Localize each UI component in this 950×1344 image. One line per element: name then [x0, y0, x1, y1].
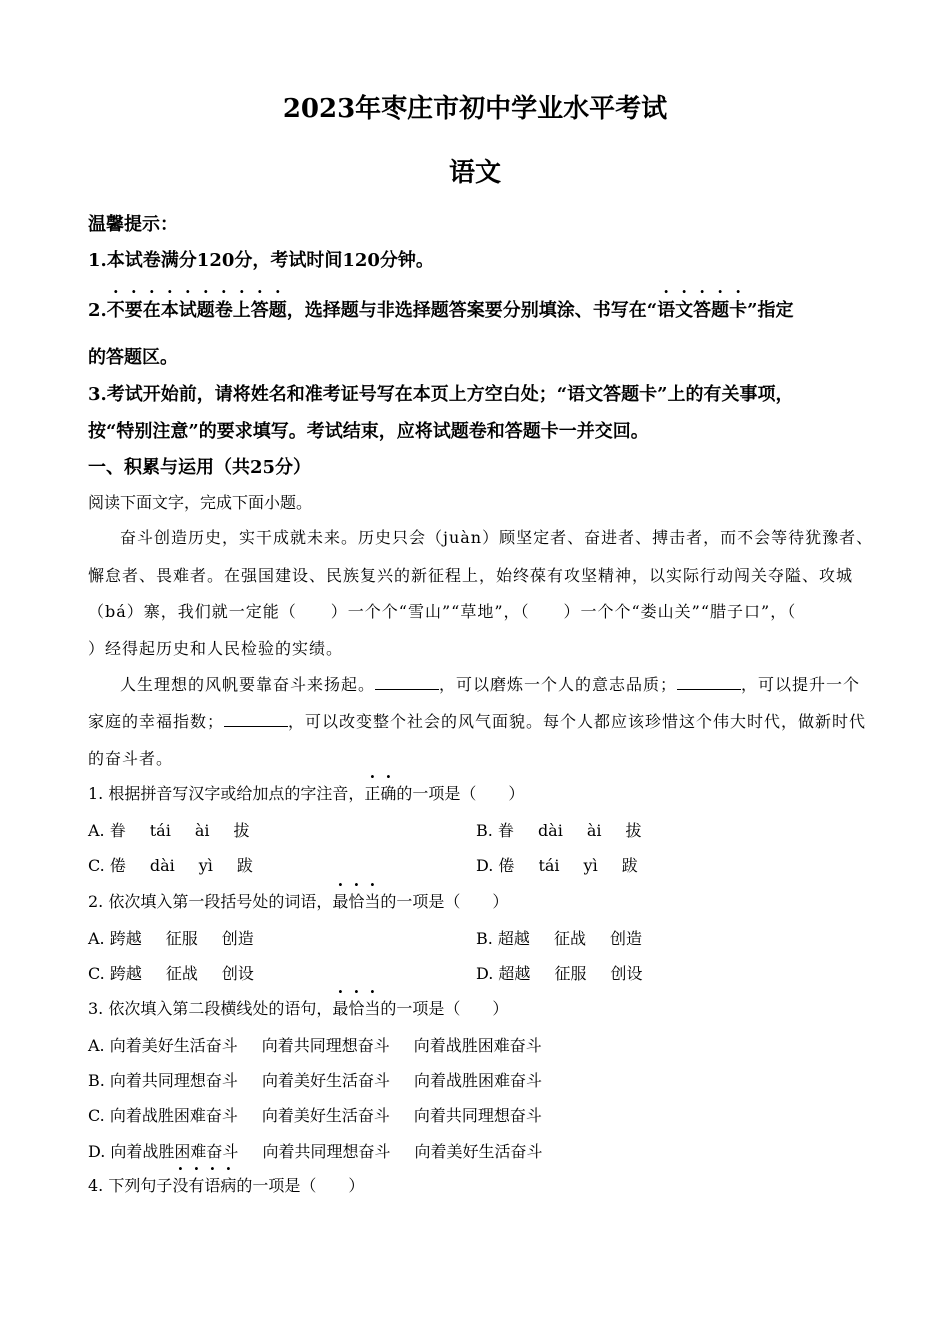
option-label: A. 跨越 [88, 929, 142, 948]
option-label: C. 倦 [88, 856, 126, 875]
question-4-stem-pre: 4. 下列句子 [88, 1176, 173, 1195]
option-item: ài [194, 821, 210, 840]
option-label: A. 眷 [88, 821, 126, 840]
notice-item-3-line1: 3.考试开始前，请将姓名和准考证号写在本页上方空白处；“语文答题卡”上的有关事项， [88, 384, 794, 405]
notice-item-2-number: 2. [88, 300, 107, 321]
question-4-emphasis: 没有语病 [172, 1176, 237, 1195]
question-1-stem-post: 的一项是（ ） [396, 784, 525, 803]
option-item: 跋 [621, 856, 638, 875]
option-label: A. 向着美好生活奋斗 [88, 1036, 238, 1055]
option-label: B. 眷 [476, 821, 514, 840]
option-item: 向着美好生活奋斗 [261, 1106, 390, 1125]
option-label: C. 向着战胜困难奋斗 [88, 1106, 238, 1125]
passage-p2-text-e: ，可以改变整个社会的风气面貌。每个人都应该珍惜这个伟大时代，做新时代 [288, 712, 867, 731]
option-label: D. 倦 [476, 856, 515, 875]
question-2-option-d[interactable] [476, 961, 642, 984]
option-label: D. 超越 [476, 964, 531, 983]
notice-item-1: 1.本试卷满分120分，考试时间120分钟。 [88, 250, 434, 271]
option-item: 创造 [609, 929, 642, 948]
option-item: 跋 [236, 856, 253, 875]
notice-item-2-emphasis-1: 不要在本试题卷上答题 [106, 300, 287, 321]
notice-heading: 温馨提示： [88, 214, 178, 235]
passage-p1-line4: ）经得起历史和人民检验的实绩。 [88, 639, 344, 658]
option-item: dài [149, 856, 175, 875]
option-item: 向着美好生活奋斗 [261, 1071, 390, 1090]
option-item: yì [583, 856, 598, 875]
question-1-stem-pre: 1. 根据拼音写汉字或给加点的字注音， [88, 784, 365, 803]
question-2-stem-post: 的一项是（ ） [380, 892, 509, 911]
option-item: tái [538, 856, 560, 875]
question-1-stem [88, 781, 524, 804]
option-item: 向着共同理想奋斗 [413, 1106, 542, 1125]
question-1-option-c[interactable] [88, 853, 253, 876]
question-3-stem [88, 996, 508, 1019]
subject-title: 语文 [448, 158, 501, 188]
question-3-option-b[interactable] [88, 1068, 542, 1091]
option-item: 向着共同理想奋斗 [261, 1036, 390, 1055]
section-heading: 一、积累与运用（共25分） [88, 457, 312, 478]
question-3-stem-post: 的一项是（ ） [380, 999, 509, 1018]
option-label: B. 向着共同理想奋斗 [88, 1071, 238, 1090]
option-item: yì [198, 856, 213, 875]
option-label: D. 向着战胜困难奋斗 [88, 1142, 239, 1161]
question-3-option-d[interactable] [88, 1139, 542, 1162]
question-3-option-c[interactable] [88, 1103, 542, 1126]
passage-p2-text-d: 家庭的幸福指数； [88, 712, 225, 731]
question-1-emphasis: 正确 [364, 784, 397, 803]
option-item: 征战 [553, 929, 586, 948]
option-label: B. 超越 [476, 929, 530, 948]
notice-item-2 [88, 296, 794, 322]
passage-p2-text-b: ，可以磨炼一个人的意志品质； [439, 675, 678, 694]
fill-blank-1 [375, 675, 439, 690]
option-item: ài [586, 821, 602, 840]
option-item: tái [149, 821, 171, 840]
fill-blank-3 [224, 712, 288, 727]
option-item: 向着共同理想奋斗 [262, 1142, 391, 1161]
option-item: 征战 [165, 964, 198, 983]
notice-item-2-line2: 的答题区。 [88, 347, 178, 368]
question-1-option-d[interactable] [476, 853, 638, 876]
reading-instruction: 阅读下面文字，完成下面小题。 [88, 493, 313, 512]
passage-p1-line3: （bá）寨，我们就一定能（ ）一个个“雪山”“草地”，（ ）一个个“娄山关”“腊子口”，（ [88, 602, 797, 621]
notice-item-2-emphasis-2: 语文答题卡 [657, 300, 748, 321]
question-1-option-a[interactable] [88, 818, 250, 841]
option-item: 向着美好生活奋斗 [414, 1142, 543, 1161]
option-item: 拔 [625, 821, 642, 840]
option-item: 创造 [221, 929, 254, 948]
option-item: 创设 [610, 964, 643, 983]
passage-p1-line2: 懈怠者、畏难者。在强国建设、民族复兴的新征程上，始终葆有攻坚精神，以实际行动闯关夺隘、攻城 [88, 566, 854, 585]
question-2-option-c[interactable] [88, 961, 254, 984]
notice-item-2-middle: ，选择题与非选择题答案要分别填涂、书写在“ [286, 300, 658, 321]
question-2-stem-pre: 2. 依次填入第一段括号处的词语， [88, 892, 333, 911]
question-2-option-b[interactable] [476, 926, 642, 949]
fill-blank-2 [677, 675, 741, 690]
option-item: 拔 [233, 821, 250, 840]
passage-p2-line2 [88, 709, 866, 732]
passage-p2-text-a: 人生理想的风帆要靠奋斗来扬起。 [120, 675, 376, 694]
passage-p2-line1 [120, 672, 860, 695]
question-3-option-a[interactable] [88, 1033, 542, 1056]
option-item: 征服 [165, 929, 198, 948]
passage-p2-line3: 的奋斗者。 [88, 749, 174, 768]
question-2-stem [88, 889, 508, 912]
question-2-emphasis: 最恰当 [332, 892, 381, 911]
passage-p2-text-c: ，可以提升一个 [741, 675, 861, 694]
question-3-stem-pre: 3. 依次填入第二段横线处的语句， [88, 999, 333, 1018]
option-item: 创设 [221, 964, 254, 983]
notice-item-2-end: ”指定 [747, 300, 794, 321]
option-item: dài [537, 821, 563, 840]
option-label: C. 跨越 [88, 964, 142, 983]
notice-item-3-line2: 按“特别注意”的要求填写。考试结束，应将试题卷和答题卡一并交回。 [88, 421, 649, 442]
passage-p1-line1: 奋斗创造历史，实干成就未来。历史只会（juàn）顾坚定者、奋进者、搏击者，而不会等待犹豫者、 [120, 528, 874, 547]
question-2-option-a[interactable] [88, 926, 254, 949]
option-item: 向着战胜困难奋斗 [413, 1036, 542, 1055]
option-item: 征服 [554, 964, 587, 983]
question-4-stem-post: 的一项是（ ） [236, 1176, 365, 1195]
exam-title: 2023年枣庄市初中学业水平考试 [282, 94, 668, 124]
question-1-option-b[interactable] [476, 818, 642, 841]
question-3-emphasis: 最恰当 [332, 999, 381, 1018]
option-item: 向着战胜困难奋斗 [413, 1071, 542, 1090]
question-4-stem [88, 1173, 364, 1196]
